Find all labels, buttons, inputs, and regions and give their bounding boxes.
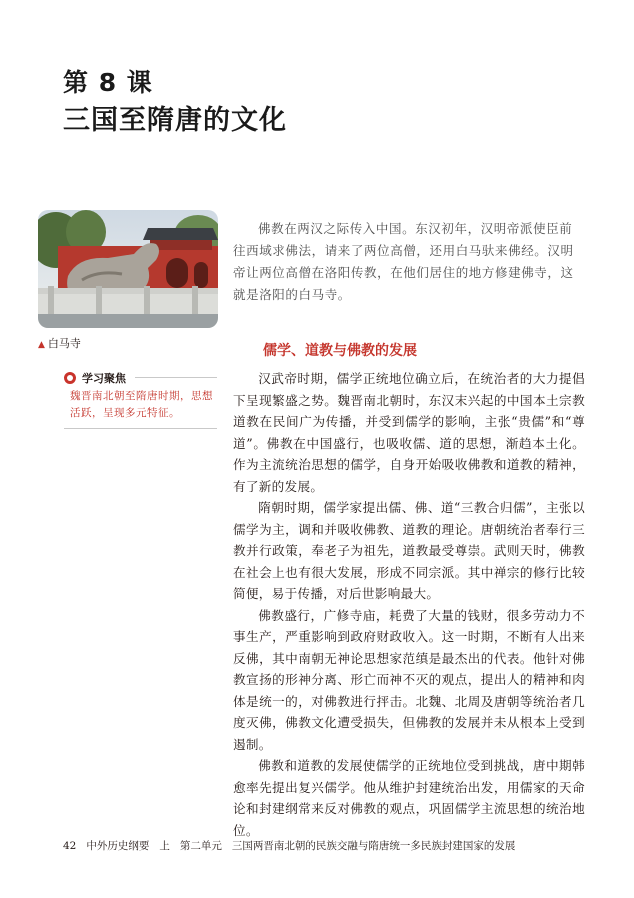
volume-label: 上	[159, 840, 170, 852]
intro-paragraph: 佛教在两汉之际传入中国。东汉初年，汉明帝派使臣前往西域求佛法，请来了两位高僧，还用白马驮来佛经。汉明帝让两位高僧在洛阳传教，在他们居住的地方修建佛寺，这就是洛阳的白马寺。	[233, 221, 574, 302]
lesson-title: 三国至隋唐的文化	[63, 105, 287, 136]
study-focus-label: 学习聚焦	[82, 372, 126, 385]
unit-title: 三国两晋南北朝的民族交融与隋唐统一多民族封建国家的发展	[231, 840, 516, 852]
book-title: 中外历史纲要	[86, 840, 150, 852]
body-paragraph: 隋朝时期，儒学家提出儒、佛、道“三教合归儒”，主张以儒学为主，调和并吸收佛教、道教的理论。唐朝统治者奉行三教并行政策，奉老子为祖先，道教最受尊崇。武则天时，佛教在社会上也有很大发展，形成不同宗派。其中禅宗的修行比较简便，易于传播，对后世影响最大。	[233, 500, 585, 601]
study-focus-heading	[64, 370, 126, 386]
section-body	[233, 368, 585, 841]
target-icon	[64, 372, 76, 384]
caption-triangle-icon: ▲	[38, 340, 45, 350]
section-heading: 儒学、道教与佛教的发展	[263, 343, 417, 359]
body-paragraph: 佛教盛行，广修寺庙，耗费了大量的钱财，很多劳动力不事生产，严重影响到政府财政收入。这一时期，不断有人出来反佛，其中南朝无神论思想家范缜是最杰出的代表。他针对佛教宣扬的形神分离、形亡而神不灭的观点，提出人的精神和肉体是统一的，对佛教进行抨击。北魏、北周及唐朝等统治者几度灭佛，佛教文化遭受损失，但佛教的发展并未从根本上受到遏制。	[233, 607, 585, 752]
unit-label: 第二单元	[179, 840, 222, 852]
lesson-number: 第 8 课	[63, 68, 153, 97]
photo-caption	[38, 335, 81, 351]
body-paragraph: 佛教和道教的发展使儒学的正统地位受到挑战，唐中期韩愈率先提出复兴儒学。他从维护封建统治出发，用儒家的天命论和封建纲常来反对佛教的观点，巩固儒学主流思想的统治地位。	[233, 758, 585, 838]
study-focus-divider	[135, 377, 217, 378]
page-footer	[63, 838, 515, 853]
caption-text: 白马寺	[47, 337, 81, 350]
page-number: 42	[63, 840, 77, 852]
study-focus-text: 魏晋南北朝至隋唐时期，思想活跃，呈现多元特征。	[70, 390, 213, 419]
baima-temple-photo	[38, 210, 218, 328]
body-paragraph: 汉武帝时期，儒学正统地位确立后，在统治者的大力提倡下呈现繁盛之势。魏晋南北朝时，东汉末兴起的中国本土宗教道教在民间广为传播，并受到儒学的影响，主张“贵儒”和“尊道”。佛教在中国盛行，也吸收儒、道的思想，渐趋本土化。作为主流统治思想的儒学，自身开始吸收佛教和道教的精神，有了新的发展。	[233, 371, 585, 494]
study-focus-bottom-divider	[64, 428, 217, 429]
